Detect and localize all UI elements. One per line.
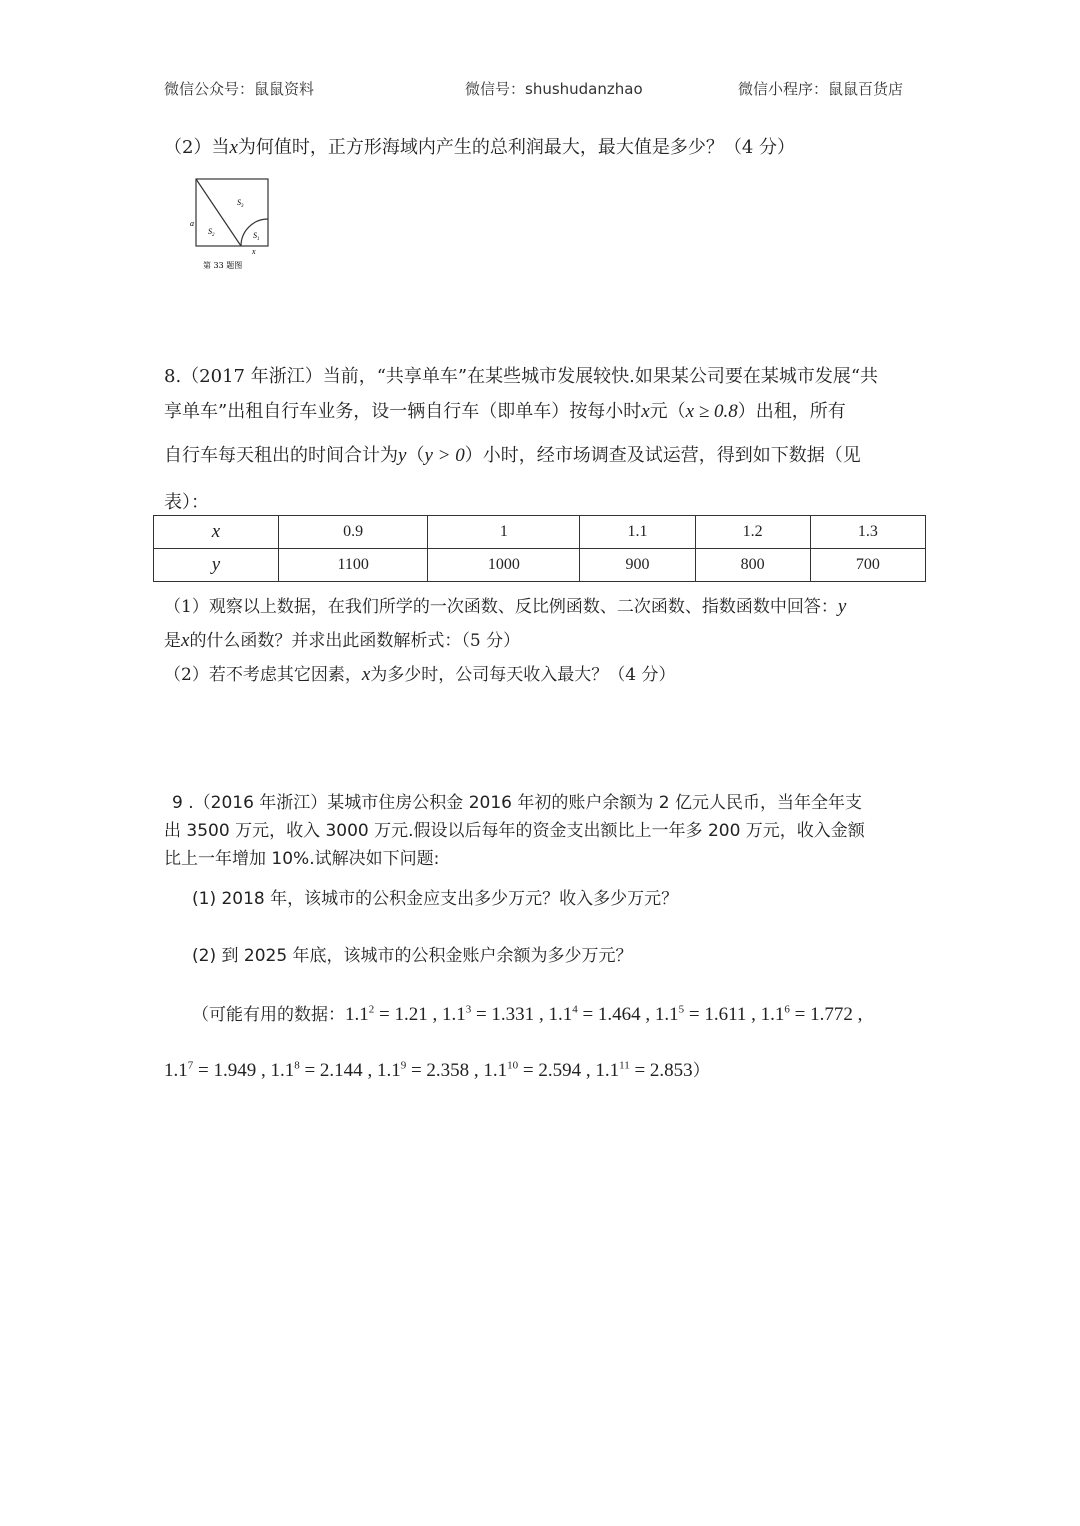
q8-line4: 表）： <box>164 492 209 513</box>
figure-label-s3: $S_3$ <box>237 198 244 209</box>
q9-line1: 9 .（2016 年浙江）某城市住房公积金 2016 年初的账户余额为 2 亿元人民币，当年全年支 <box>172 793 862 813</box>
power-value: $1.1^{11} = 2.853$ <box>595 1059 693 1081</box>
header-left: 微信公众号：鼠鼠资料 <box>164 80 315 98</box>
power-value: $1.1^8 = 2.144$ <box>270 1059 363 1081</box>
q9-hint-suffix: ） <box>692 1061 710 1081</box>
table-row-x <box>154 516 926 549</box>
figure-label-s2: $S_2$ <box>208 227 215 238</box>
q8-sub1-line2 <box>164 626 520 652</box>
figure-diagonal <box>196 179 241 246</box>
q9-line2: 出 3500 万元，收入 3000 万元.假设以后每年的资金支出额比上一年多 200 万元，收入金额 <box>164 821 865 841</box>
table-cell: 0.9 <box>279 516 428 549</box>
table-cell: 900 <box>580 549 695 582</box>
power-value: $1.1^3 = 1.331$ <box>441 1003 535 1025</box>
q8-line2 <box>164 397 846 423</box>
table-cell: 1 <box>428 516 580 549</box>
q8-condition-y: y > 0 <box>424 445 465 466</box>
power-value: $1.1^4 = 1.464$ <box>548 1003 641 1025</box>
q8-line3-text-b: （ <box>406 445 425 466</box>
q8-condition-x: x ≥ 0.8 <box>685 401 738 422</box>
q8-line3 <box>164 441 861 467</box>
q7-part2 <box>164 133 795 159</box>
table-cell: 1100 <box>279 549 428 582</box>
power-value: $1.1^6 = 1.772$ <box>760 1003 853 1025</box>
q9-hint-line1 <box>192 1000 862 1026</box>
q8-data-table <box>153 515 926 582</box>
figure-label-s1: $S_1$ <box>253 231 260 242</box>
q9-hint-row1: $1.1^2 = 1.21$ , $1.1^3 = 1.331$ , $1.1^4 = 1.464$ , $1.1^5 = 1.611$ , $1.1^6 = 1.772$ , <box>345 1003 863 1025</box>
q8-line2-text-b: 元（ <box>649 401 686 422</box>
q8-sub1-text-is: 是 <box>164 631 181 651</box>
q8-sub2-text-rest: 为多少时，公司每天收入最大？（4 分） <box>370 665 676 685</box>
q8-sub2-var-x: x <box>361 664 371 685</box>
table-cell: 1000 <box>428 549 580 582</box>
q7-part2-text-rest: 为何值时，正方形海域内产生的总利润最大，最大值是多少？（4 分） <box>237 137 796 158</box>
q9-sub1: (1) 2018 年，该城市的公积金应支出多少万元？收入多少万元？ <box>192 889 679 909</box>
q8-sub2 <box>164 660 676 686</box>
q8-var-y: y <box>398 445 407 466</box>
q8-line3-text-c: ）小时，经市场调查及试运营，得到如下数据（见 <box>464 445 861 466</box>
table-cell: 800 <box>695 549 810 582</box>
q8-line2-text-c: ）出租，所有 <box>737 401 846 422</box>
q9-hint-line2 <box>164 1056 710 1082</box>
power-value: $1.1^2 = 1.21$ <box>345 1003 428 1025</box>
q8-sub1-text: （1）观察以上数据，在我们所学的一次函数、反比例函数、二次函数、指数函数中回答： <box>164 597 838 617</box>
table-row-y <box>154 549 926 582</box>
q8-sub1-text-rest: 的什么函数？并求出此函数解析式：（5 分） <box>189 631 521 651</box>
table-cell: 700 <box>810 549 925 582</box>
header-center: 微信号：shushudanzhao <box>465 80 643 98</box>
table-cell: 1.2 <box>695 516 810 549</box>
q9-line3: 比上一年增加 10%.试解决如下问题: <box>164 849 440 869</box>
figure-33 <box>185 175 285 275</box>
figure-caption: 第 33 题图 <box>203 261 243 270</box>
q8-line2-text: 享单车”出租自行车业务，设一辆自行车（即单车）按每小时 <box>164 401 642 422</box>
q9-hint-prefix: （可能有用的数据： <box>192 1005 345 1025</box>
table-cell: 1.3 <box>810 516 925 549</box>
table-cell: 1.1 <box>580 516 695 549</box>
figure-label-x: x <box>252 247 256 256</box>
q8-line3-text: 自行车每天租出的时间合计为 <box>164 445 398 466</box>
q8-var-x: x <box>641 401 650 422</box>
q9-sub2: (2) 到 2025 年底，该城市的公积金账户余额为多少万元？ <box>192 946 633 966</box>
q8-sub1-var-y: y <box>837 596 847 617</box>
figure-label-a: a <box>190 219 194 228</box>
q8-sub1-var-x: x <box>181 630 190 651</box>
power-value: $1.1^{10} = 2.594$ <box>483 1059 582 1081</box>
q7-part2-text: （2）当 <box>164 137 230 158</box>
q8-sub2-text: （2）若不考虑其它因素， <box>164 665 362 685</box>
table-header-x: x <box>154 516 279 549</box>
table-header-y: y <box>154 549 279 582</box>
power-value: $1.1^7 = 1.949$ <box>164 1059 257 1081</box>
header-right: 微信小程序：鼠鼠百货店 <box>738 80 904 98</box>
figure-square <box>196 179 268 246</box>
q8-sub1-line1 <box>164 592 846 618</box>
power-value: $1.1^5 = 1.611$ <box>654 1003 747 1025</box>
q8-line1: 8.（2017 年浙江）当前，“共享单车”在某些城市发展较快.如果某公司要在某城市发展“共 <box>164 366 879 387</box>
power-value: $1.1^9 = 2.358$ <box>376 1059 470 1081</box>
q9-hint-row2: $1.1^7 = 1.949$ , $1.1^8 = 2.144$ , $1.1^9 = 2.358$ , $1.1^{10} = 2.594$ , $1.1^{11} = 2.853$ <box>164 1059 693 1081</box>
q7-part2-var: x <box>229 137 238 158</box>
